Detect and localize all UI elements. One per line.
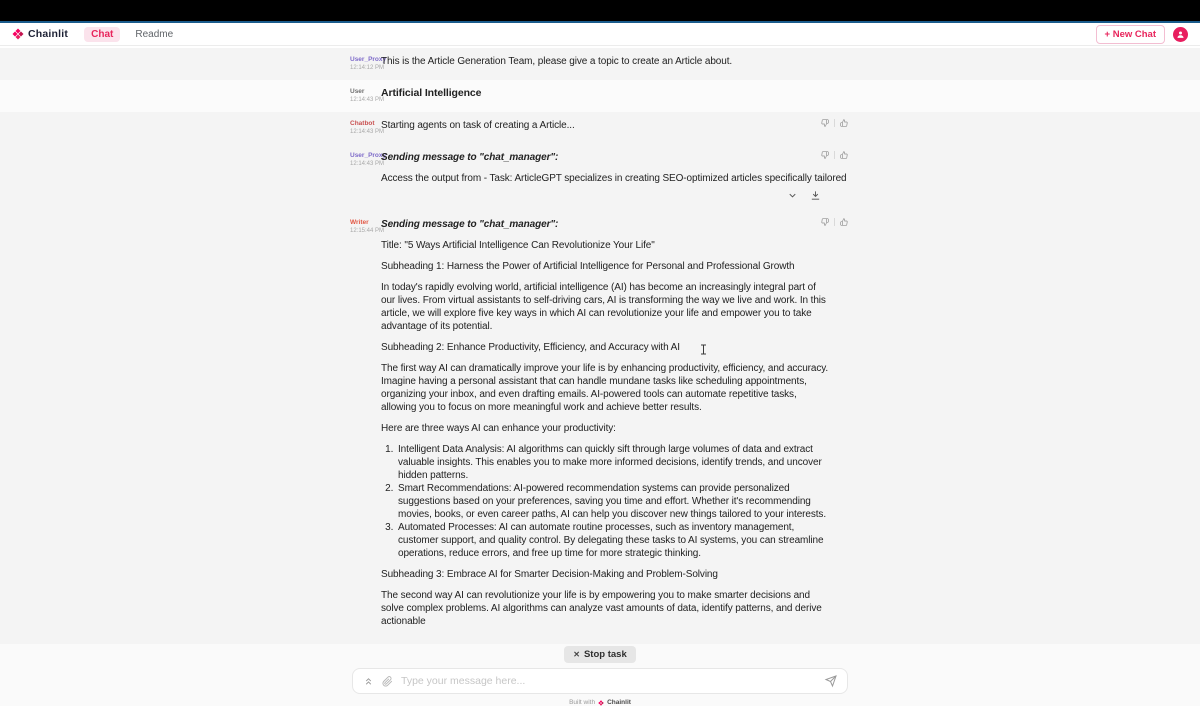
chainlit-logo-icon — [598, 700, 604, 706]
article-paragraph: In today's rapidly evolving world, artificial intelligence (AI) has become an increasingly integral part of our lives. From virtual assistants to self-driving cars, AI is transforming the way we live and work. In this article, we will explore five key ways in which AI can revolutionize your life and empower you to take advantage of its potential. — [381, 282, 826, 332]
article-list-item: 3. Automated Processes: AI can automate routine processes, such as inventory management, customer support, and quality control. By delegating these tasks to AI systems, you can streamline operations, reduce errors, and free up time for more strategic thinking. — [396, 521, 831, 560]
message-row — [0, 144, 1200, 211]
message-text: This is the Article Generation Team, please give a topic to create an Article about. — [381, 56, 733, 67]
article-paragraph: The first way AI can dramatically improve your life is by enhancing productivity, efficiency, and accuracy. Imagine having a personal assistant that can handle mundane tasks like scheduling appointments, organizing your inbox, and even drafting emails. AI-powered tools can automate repetitive tasks, allowing you to focus on more meaningful work and achieve better results. — [381, 363, 829, 413]
divider — [834, 119, 835, 127]
article-subheading: Subheading 3: Embrace AI for Smarter Decision-Making and Problem-Solving — [381, 569, 718, 580]
stop-task-label: Stop task — [583, 649, 627, 660]
paperclip-icon[interactable] — [382, 676, 393, 687]
thumbs-up-icon[interactable] — [840, 218, 848, 226]
message-text: Artificial Intelligence — [381, 87, 482, 99]
message-timestamp: 12:14:43 PM — [350, 129, 385, 135]
feedback-buttons — [821, 151, 848, 159]
thumbs-up-icon[interactable] — [840, 119, 848, 127]
chainlit-logo-icon — [12, 28, 24, 40]
user-avatar[interactable] — [1173, 27, 1188, 42]
message-author-block — [350, 120, 385, 136]
message-row — [0, 80, 1200, 112]
message-row — [0, 211, 1200, 644]
element-preview-text: Access the output from - Task: ArticleGPT specializes in creating SEO-optimized articles specifically tailored — [381, 173, 847, 184]
chat-area — [0, 46, 1200, 644]
divider — [834, 218, 835, 226]
new-chat-button[interactable]: + New Chat — [1096, 25, 1165, 44]
watermark[interactable] — [569, 699, 631, 706]
message-input-bar — [352, 668, 848, 694]
message-row — [0, 48, 1200, 80]
feedback-buttons — [821, 218, 848, 226]
article-paragraph: The second way AI can revolutionize your life is by empowering you to make smarter decisions and solve complex problems. AI algorithms can analyze vast amounts of data, identify patterns, and derive actionable — [381, 590, 822, 627]
article-paragraph: Here are three ways AI can enhance your productivity: — [381, 423, 616, 434]
watermark-prefix: Built with — [569, 699, 596, 706]
thumbs-down-icon[interactable] — [821, 119, 829, 127]
message-author-block — [350, 219, 385, 235]
message-timestamp: 12:14:12 PM — [350, 65, 385, 71]
article-list-item: 2. Smart Recommendations: AI-powered recommendation systems can provide personalized suggestions based on your preferences, saving you time and effort. Whether it's recommending movies, books, or even career paths, AI can help you discover new things tailored to your interests. — [396, 482, 831, 521]
message-subtitle: Sending message to "chat_manager": — [381, 219, 559, 230]
message-input[interactable] — [401, 675, 817, 687]
header — [0, 23, 1200, 46]
stop-task-button[interactable] — [564, 646, 635, 663]
tab-chat[interactable]: Chat — [84, 27, 120, 42]
author-name: User — [350, 88, 365, 95]
article-subheading: Subheading 2: Enhance Productivity, Efficiency, and Accuracy with AI — [381, 342, 680, 353]
send-icon[interactable] — [825, 675, 837, 687]
message-timestamp: 12:14:43 PM — [350, 97, 385, 103]
brand-name: Chainlit — [28, 28, 69, 40]
chainlit-app — [0, 21, 1200, 706]
author-name: User_Proxy — [350, 56, 387, 63]
message-text: Starting agents on task of creating a Article... — [381, 120, 575, 131]
message-author-block — [350, 56, 387, 72]
watermark-brand: Chainlit — [607, 699, 631, 706]
download-icon[interactable] — [810, 190, 821, 201]
message-author-block — [350, 152, 387, 168]
element-controls — [381, 187, 831, 202]
message-text — [381, 151, 847, 202]
user-avatar-icon — [1176, 30, 1185, 39]
message-timestamp: 12:15:44 PM — [350, 228, 385, 234]
chevrons-up-icon[interactable] — [363, 676, 374, 687]
message-text — [381, 218, 831, 636]
article-subheading: Subheading 1: Harness the Power of Artificial Intelligence for Personal and Professional Growth — [381, 261, 795, 272]
article-list — [381, 443, 831, 560]
author-name: Writer — [350, 219, 369, 226]
tab-readme[interactable]: Readme — [135, 28, 174, 40]
message-author-block — [350, 88, 385, 104]
message-row — [0, 112, 1200, 144]
chevron-down-icon[interactable] — [787, 190, 798, 201]
article-body — [381, 239, 831, 628]
author-name: User_Proxy — [350, 152, 387, 159]
brand[interactable] — [12, 28, 68, 40]
divider — [834, 151, 835, 159]
article-list-item: 1. Intelligent Data Analysis: AI algorithms can quickly sift through large volumes of data and extract valuable insights. This enables you to make more informed decisions, identify trends, and uncover hidden patterns. — [396, 443, 831, 482]
nav-tabs — [84, 27, 180, 42]
article-title: Title: "5 Ways Artificial Intelligence Can Revolutionize Your Life" — [381, 240, 655, 251]
close-icon: ✕ — [573, 649, 580, 659]
author-name: Chatbot — [350, 120, 375, 127]
message-subtitle: Sending message to "chat_manager": — [381, 152, 559, 163]
message-timestamp: 12:14:43 PM — [350, 161, 385, 167]
thumbs-down-icon[interactable] — [821, 151, 829, 159]
thumbs-up-icon[interactable] — [840, 151, 848, 159]
feedback-buttons — [821, 119, 848, 127]
text-cursor — [700, 344, 707, 355]
thumbs-down-icon[interactable] — [821, 218, 829, 226]
composer-panel — [0, 644, 1200, 706]
